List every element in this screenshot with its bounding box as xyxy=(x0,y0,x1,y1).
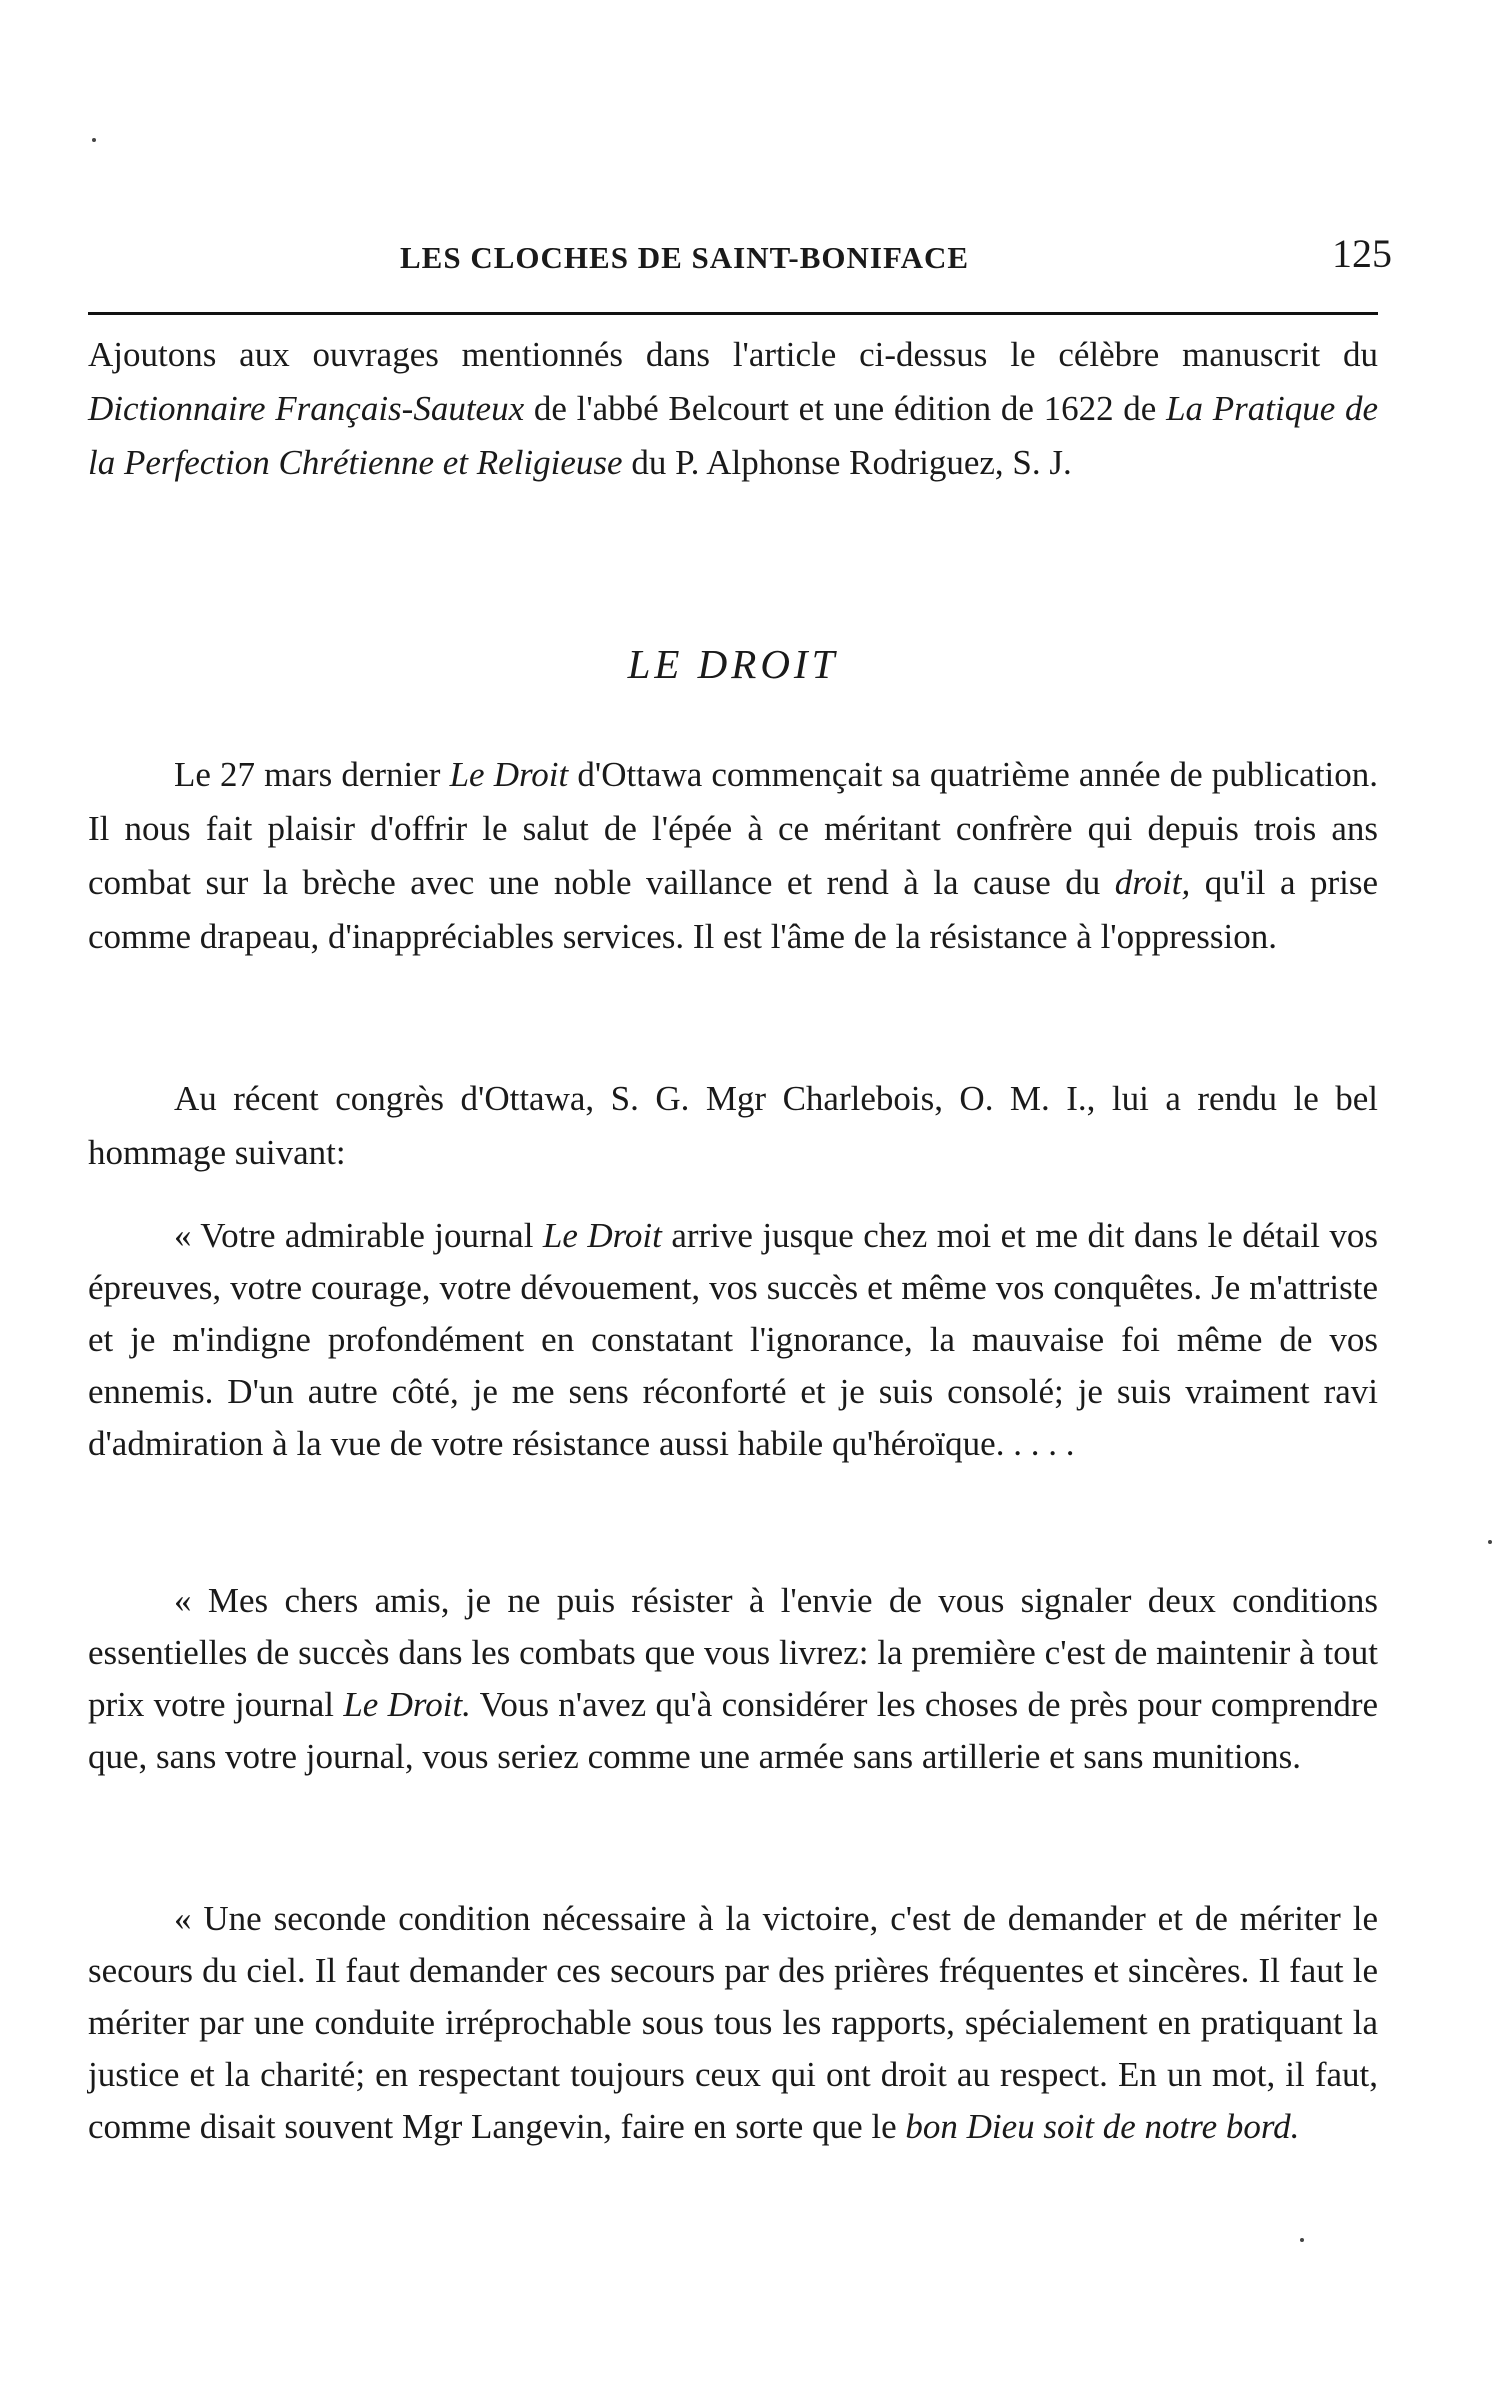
intro-italic-title-2: La Pratique de la Perfection Chrétienne et Religieuse xyxy=(88,389,1378,482)
intro-italic-title-1: Dictionnaire Français-Sauteux xyxy=(88,389,525,428)
congress-text: Au récent congrès d'Ottawa, S. G. Mgr Charlebois, O. M. I., lui a rendu le bel hommage suivant: xyxy=(88,1079,1378,1172)
quote-3-text-1: « Une seconde condition nécessaire à la victoire, c'est de demander et de mériter le secours du ciel. Il faut demander ces secours par des prières fréquentes et sincères. Il faut le mériter par une conduite irréprochable sous tous les rapports, spécialement en pratiquant la justice et la charité; en respectant toujours ceux qui ont droit au respect. En un mot, il faut, comme disait souvent Mgr Langevin, faire en sorte que le xyxy=(88,1899,1378,2146)
droit-paragraph xyxy=(88,748,1378,964)
quote-1-text-2: arrive jusque chez moi et me dit dans le détail vos épreuves, votre courage, votre dévouement, vos succès et même vos conquêtes. Je m'attriste et je m'indigne profondément en constatant l'ignorance, la mauvaise foi même de vos ennemis. D'un autre côté, je me sens réconforté et je suis consolé; je suis vraiment ravi d'admiration à la vue de votre résistance aussi habile qu'héroïque. . . . . xyxy=(88,1216,1379,1463)
droit-text-2: d'Ottawa commençait sa quatrième année de publication. Il nous fait plaisir d'offrir le salut de l'épée à ce méritant confrère qui depuis trois ans combat sur la brèche avec une noble vaillance et rend à la cause du xyxy=(88,755,1379,902)
quote-2-text-1: « Mes chers amis, je ne puis résister à l'envie de vous signaler deux conditions essentielles de succès dans les combats que vous livrez: la première c'est de maintenir à tout prix votre journal xyxy=(88,1581,1378,1724)
quote-2-text xyxy=(88,1575,1378,1783)
scan-speck xyxy=(92,138,96,142)
quote-1-italic: Le Droit xyxy=(542,1216,662,1255)
quote-paragraph-2 xyxy=(88,1575,1378,1783)
page-number: 125 xyxy=(1332,231,1392,276)
droit-italic-1: Le Droit xyxy=(449,755,569,794)
intro-text xyxy=(88,328,1378,490)
droit-text xyxy=(88,748,1378,964)
running-title: LES CLOCHES DE SAINT-BONIFACE xyxy=(400,240,970,275)
quote-3-text xyxy=(88,1893,1378,2153)
intro-paragraph xyxy=(88,328,1378,490)
running-head xyxy=(88,230,1392,290)
quote-paragraph-3 xyxy=(88,1893,1378,2153)
droit-text-3: qu'il a prise comme drapeau, d'inappréciables services. Il est l'âme de la résistance à l'oppression. xyxy=(88,863,1378,956)
quote-1-text-1: « Votre admirable journal xyxy=(174,1216,543,1255)
intro-text-1: Ajoutons aux ouvrages mentionnés dans l'article ci-dessus le célèbre manuscrit du xyxy=(88,335,1378,374)
quote-paragraph-1 xyxy=(88,1210,1378,1470)
quote-2-text-2: Vous n'avez qu'à considérer les choses de près pour comprendre que, sans votre journal, vous seriez comme une armée sans artillerie et sans munitions. xyxy=(88,1685,1379,1776)
scan-speck xyxy=(1488,1540,1492,1544)
droit-text-1: Le 27 mars dernier xyxy=(174,755,450,794)
intro-text-3: du P. Alphonse Rodriguez, S. J. xyxy=(622,443,1072,482)
header-rule xyxy=(88,312,1378,315)
scan-speck xyxy=(1300,2238,1304,2242)
section-heading: LE DROIT xyxy=(627,641,839,687)
book-page xyxy=(88,0,1392,2403)
quote-1-text xyxy=(88,1210,1378,1470)
intro-text-2: de l'abbé Belcourt et une édition de 1622 de xyxy=(524,389,1167,428)
quote-2-italic: Le Droit. xyxy=(343,1685,471,1724)
quote-3-italic: bon Dieu soit de notre bord. xyxy=(905,2107,1300,2146)
congress-paragraph xyxy=(88,1072,1378,1180)
droit-italic-2: droit, xyxy=(1114,863,1191,902)
